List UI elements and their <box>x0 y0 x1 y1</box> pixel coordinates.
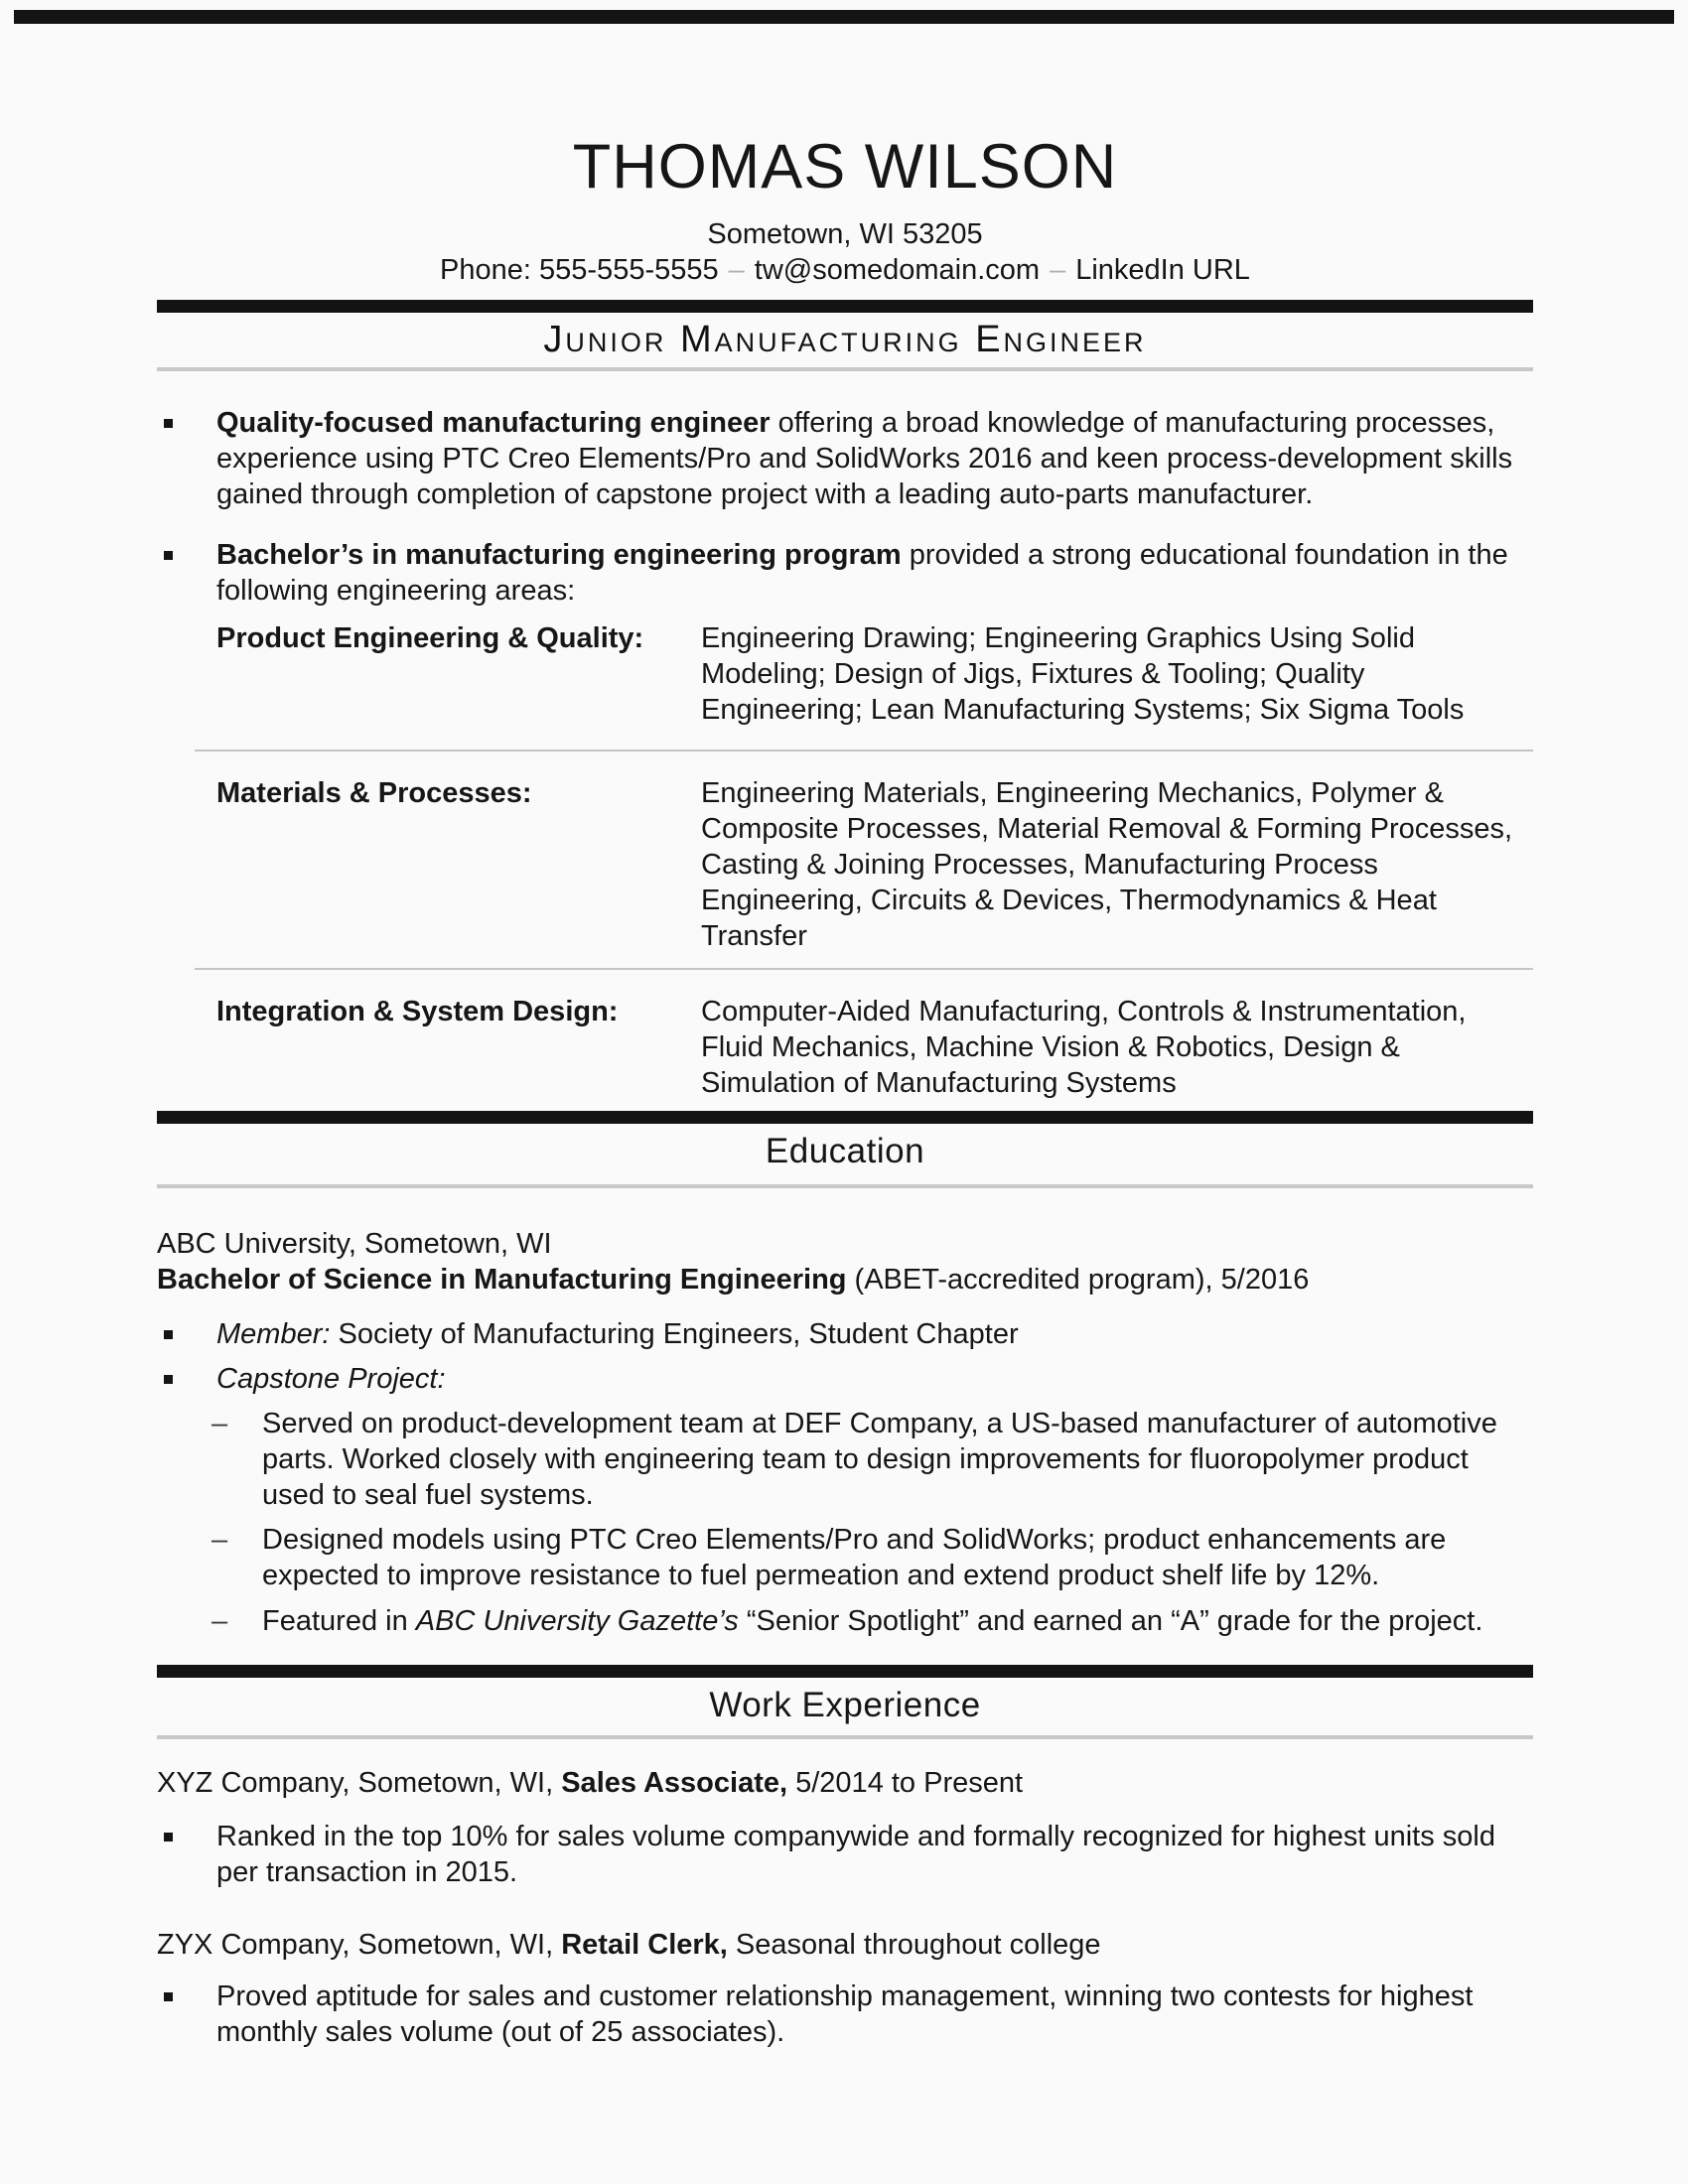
member-bullet-text: Member: Society of Manufacturing Engineers, Student Chapter <box>216 1318 1019 1350</box>
skill-category-label: Integration & System Design: <box>216 996 619 1027</box>
degree-line: Bachelor of Science in Manufacturing Engineering (ABET-accredited program), 5/2016 <box>157 1264 1310 1296</box>
square-bullet-icon <box>164 1330 173 1339</box>
skill-category-value: Engineering Drawing; Engineering Graphics Using Solid Modeling; Design of Jigs, Fixtures & Tooling; Quality Engineering; Lean Manufacturing Systems; Six Sigma Tools <box>701 622 1465 726</box>
summary-bullet-2 <box>157 537 1533 609</box>
capstone-sub-bullet-text: Featured in ABC University Gazette’s “Senior Spotlight” and earned an “A” grade for the project. <box>262 1605 1483 1637</box>
thin-rule <box>157 367 1533 371</box>
summary-bullet-1-text: Quality-focused manufacturing engineer offering a broad knowledge of manufacturing processes, experience using PTC Creo Elements/Pro and SolidWorks 2016 and keen process-development skills gained through completion of capstone project with a leading auto-parts manufacturer. <box>216 407 1513 510</box>
capstone-sub-bullet <box>157 1522 1533 1593</box>
resume-content <box>157 0 1533 2050</box>
job-bullet-1-text: Ranked in the top 10% for sales volume companywide and formally recognized for highest units sold per transaction in 2015. <box>216 1821 1495 1888</box>
job-title-heading: Junior Manufacturing Engineer <box>543 319 1147 360</box>
thin-rule <box>157 1184 1533 1188</box>
skill-category-value: Engineering Materials, Engineering Mechanics, Polymer & Composite Processes, Material Removal & Forming Processes, Casting & Joining Processes, Manufacturing Process Engineering, Circuits & Devices, Thermodynamics & Heat Transfer <box>701 777 1513 952</box>
capstone-sub-bullet-text: Served on product-development team at DEF Company, a US-based manufacturer of automotive parts. Worked closely with engineering team to design improvements for fluoropolymer product used to seal fuel systems. <box>262 1408 1497 1511</box>
member-bullet <box>157 1316 1533 1352</box>
skill-category-label: Product Engineering & Quality: <box>216 622 644 654</box>
square-bullet-icon <box>164 1375 173 1384</box>
dash-bullet-icon: – <box>211 1408 228 1439</box>
dash-bullet-icon: – <box>211 1524 228 1556</box>
job-bullet-1 <box>157 1819 1533 1890</box>
square-bullet-icon <box>164 551 173 560</box>
job-line-2: ZYX Company, Sometown, WI, Retail Clerk, Seasonal throughout college <box>157 1929 1101 1961</box>
table-row <box>216 751 1533 968</box>
square-bullet-icon <box>164 1992 173 2001</box>
table-row <box>216 620 1533 750</box>
contact-line <box>157 252 1533 288</box>
summary-bullet-1 <box>157 405 1533 512</box>
table-row <box>216 970 1533 1101</box>
education-heading: Education <box>765 1132 925 1170</box>
skill-category-value: Computer-Aided Manufacturing, Controls & Instrumentation, Fluid Mechanics, Machine Vision & Robotics, Design & Simulation of Manufacturing Systems <box>701 996 1467 1099</box>
linkedin-text: LinkedIn URL <box>1075 254 1250 286</box>
section-rule-education <box>157 1111 1533 1124</box>
school-line: ABC University, Sometown, WI <box>157 1228 552 1260</box>
section-rule-work <box>157 1665 1533 1678</box>
capstone-bullet-text: Capstone Project: <box>216 1363 446 1395</box>
contact-separator: – <box>728 254 745 286</box>
square-bullet-icon <box>164 419 173 428</box>
capstone-sub-bullet <box>157 1603 1533 1639</box>
job-bullet-2 <box>157 1979 1533 2050</box>
summary-bullet-2-text: Bachelor’s in manufacturing engineering program provided a strong educational foundation in the following engineering areas: <box>216 539 1508 607</box>
section-rule-title <box>157 300 1533 313</box>
square-bullet-icon <box>164 1833 173 1842</box>
job-bullet-2-text: Proved aptitude for sales and customer relationship management, winning two contests for highest monthly sales volume (out of 25 associates). <box>216 1980 1474 2048</box>
job-line-1: XYZ Company, Sometown, WI, Sales Associate, 5/2014 to Present <box>157 1767 1024 1799</box>
capstone-bullet <box>157 1361 1533 1397</box>
skills-table <box>216 620 1533 1101</box>
candidate-address: Sometown, WI 53205 <box>707 218 983 250</box>
candidate-name: THOMAS WILSON <box>572 132 1118 202</box>
dash-bullet-icon: – <box>211 1605 228 1637</box>
capstone-sub-bullet <box>157 1406 1533 1513</box>
thin-rule <box>157 1735 1533 1739</box>
skill-category-label: Materials & Processes: <box>216 777 532 809</box>
phone-text: Phone: 555-555-5555 <box>440 254 719 286</box>
capstone-sub-bullet-text: Designed models using PTC Creo Elements/Pro and SolidWorks; product enhancements are expected to improve resistance to fuel permeation and extend product shelf life by 12%. <box>262 1524 1447 1591</box>
work-heading: Work Experience <box>709 1686 981 1724</box>
email-text: tw@somedomain.com <box>754 254 1041 286</box>
contact-separator: – <box>1050 254 1066 286</box>
